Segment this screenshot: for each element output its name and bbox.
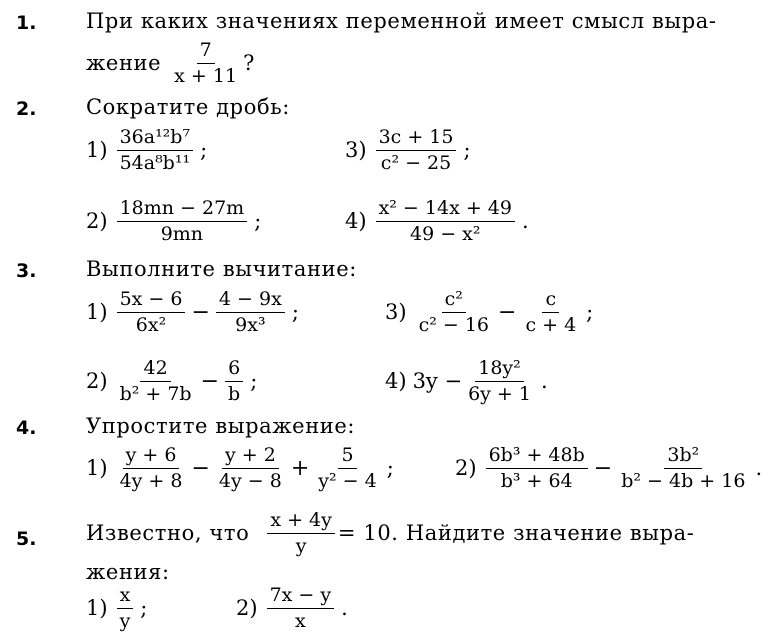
item-label: 3) (385, 300, 407, 325)
problem-2-item-3 (345, 127, 471, 173)
problem-5-statement (86, 510, 694, 556)
numerator: c (542, 289, 559, 313)
fraction (216, 445, 285, 491)
punctuation: . (521, 209, 529, 234)
fraction (465, 358, 534, 404)
item-label: 1) (86, 138, 108, 163)
problem-5-text: Известно, что (86, 521, 250, 546)
problem-5-text-line2: жения: (86, 560, 170, 584)
punctuation: ; (200, 138, 208, 163)
problem-1-number: 1. (16, 12, 37, 34)
question-mark: ? (243, 51, 255, 76)
denominator: y² − 4 (318, 469, 377, 492)
numerator: 7x − y (267, 585, 335, 609)
punctuation: ; (386, 456, 394, 481)
denominator: y (119, 609, 131, 632)
denominator: b² − 4b + 16 (621, 469, 746, 492)
problem-5-number: 5. (16, 528, 37, 550)
punctuation: ; (250, 369, 258, 394)
item-label: 2) (86, 209, 108, 234)
denominator: 4y − 8 (218, 469, 282, 492)
item-label: 1) (86, 596, 108, 621)
fraction (267, 585, 335, 631)
problem-2-number: 2. (16, 98, 37, 120)
fraction (117, 198, 248, 244)
punctuation: ; (140, 596, 148, 621)
numerator: 3c + 15 (376, 127, 457, 151)
problem-1-text: При каких значениях переменной имеет смысл выра- (86, 9, 717, 33)
denominator: x + 11 (174, 64, 238, 87)
problem-4-item-2 (455, 445, 762, 491)
problem-5-text-cont: = 10. Найдите значение выра- (337, 521, 695, 546)
item-label: 1) (86, 456, 108, 481)
fraction (117, 445, 186, 491)
fraction (267, 510, 335, 556)
fraction (117, 127, 194, 173)
denominator: 6x² (135, 313, 167, 336)
fraction (618, 445, 748, 491)
item-label: 2) (86, 369, 108, 394)
operator: + (290, 455, 310, 481)
punctuation: . (540, 369, 548, 394)
denominator: 4y + 8 (119, 469, 183, 492)
problem-3-number: 3. (16, 260, 37, 282)
problem-5-item-1 (86, 585, 147, 631)
denominator: 9x³ (235, 313, 266, 336)
item-label: 3) (345, 138, 367, 163)
fraction (486, 445, 588, 491)
denominator: 9mn (160, 222, 204, 245)
fraction (117, 585, 134, 631)
problem-4-title: Упростите выражение: (86, 414, 356, 438)
punctuation: ; (291, 300, 299, 325)
fraction (315, 445, 379, 491)
operator: − (191, 455, 210, 481)
item-label: 4) (345, 209, 367, 234)
operator: − (593, 455, 613, 481)
fraction (216, 289, 285, 335)
operator: − (498, 299, 517, 325)
problem-3-item-1 (86, 289, 299, 335)
problem-3-item-2 (86, 358, 257, 404)
denominator: c² − 25 (380, 151, 452, 174)
item-label: 1) (86, 300, 108, 325)
numerator: 5x − 6 (117, 289, 186, 313)
problem-2-item-2 (86, 198, 261, 244)
numerator: 6b³ + 48b (486, 445, 588, 469)
fraction (117, 289, 186, 335)
operator: − (200, 368, 220, 394)
item-label: 2) (455, 456, 477, 481)
problem-4-item-1 (86, 445, 394, 491)
punctuation: ; (463, 138, 471, 163)
problem-3-item-4 (385, 358, 548, 404)
numerator: 18mn − 27m (117, 198, 248, 222)
denominator: c² − 16 (418, 313, 489, 336)
numerator: 6 (225, 358, 243, 382)
fraction (225, 358, 243, 404)
fraction (522, 289, 579, 335)
operator: − (191, 299, 210, 325)
item-label: 2) (236, 596, 258, 621)
punctuation: . (755, 456, 763, 481)
numerator: 42 (140, 358, 170, 382)
problem-2-item-4 (345, 198, 529, 244)
fraction (416, 289, 492, 335)
numerator: 18y² (475, 358, 524, 382)
denominator: x (294, 609, 306, 632)
denominator: b³ + 64 (500, 469, 573, 492)
punctuation: ; (586, 300, 594, 325)
problem-1-expression (86, 40, 254, 86)
numerator: 7 (197, 40, 215, 64)
numerator: x + 4y (267, 510, 335, 534)
numerator: x (117, 585, 134, 609)
punctuation: . (341, 596, 348, 621)
problem-3-item-3 (385, 289, 593, 335)
problem-3-title: Выполните вычитание: (86, 257, 357, 281)
fraction (117, 358, 195, 404)
numerator: 36a¹²b⁷ (117, 127, 194, 151)
denominator: 54a⁸b¹¹ (119, 151, 191, 174)
numerator: 3b² (664, 445, 702, 469)
denominator: b (228, 382, 241, 405)
numerator: y + 2 (222, 445, 279, 469)
problem-4-number: 4. (16, 417, 37, 439)
denominator: b² + 7b (119, 382, 192, 405)
denominator: y (295, 534, 307, 557)
item-label: 4) (385, 369, 407, 394)
problem-5-item-2 (236, 585, 348, 631)
problem-2-title: Сократите дробь: (86, 95, 290, 119)
numerator: c² (442, 289, 466, 313)
problem-2-item-1 (86, 127, 207, 173)
punctuation: ; (254, 209, 262, 234)
numerator: 4 − 9x (216, 289, 285, 313)
denominator: 49 − x² (410, 222, 481, 245)
fraction (171, 40, 240, 86)
expression-prefix: 3y − (412, 369, 463, 394)
numerator: 5 (338, 445, 356, 469)
fraction (376, 198, 515, 244)
fraction (376, 127, 457, 173)
denominator: c + 4 (525, 313, 577, 336)
denominator: 6y + 1 (468, 382, 531, 405)
numerator: x² − 14x + 49 (376, 198, 515, 222)
problem-1-text-cont: жение (86, 51, 162, 76)
numerator: y + 6 (123, 445, 180, 469)
